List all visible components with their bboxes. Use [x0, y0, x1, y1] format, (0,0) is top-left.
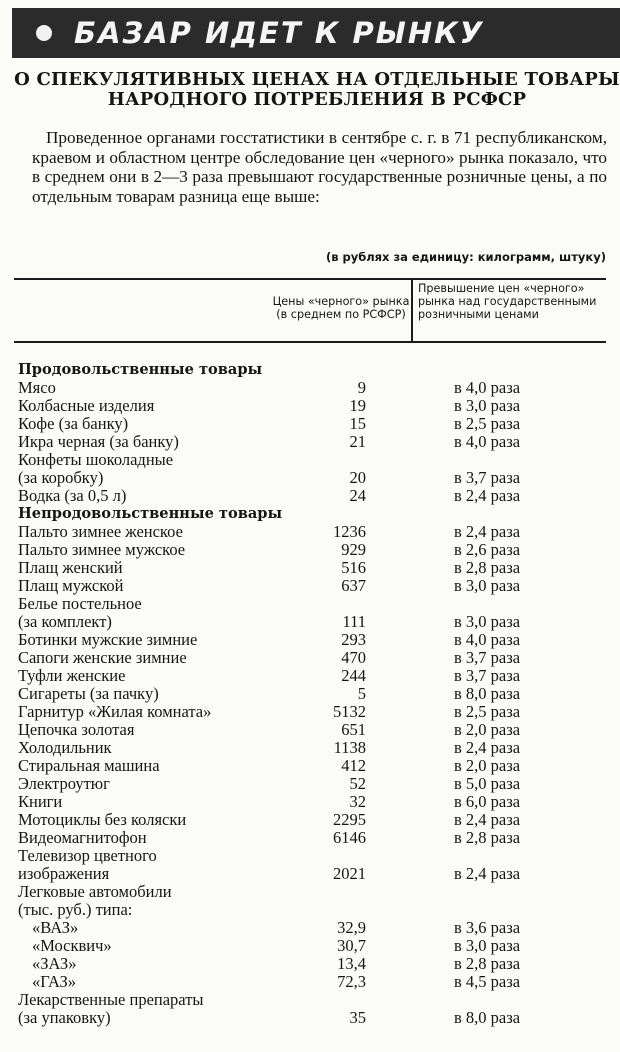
item-name: Стиральная машина	[18, 756, 160, 775]
price-excess: в 3,0 раза	[454, 576, 521, 595]
table-row	[16, 451, 606, 487]
price-excess: в 4,5 раза	[454, 972, 521, 991]
table-row	[16, 595, 606, 631]
cars-label-row	[16, 901, 606, 919]
table-row	[16, 415, 606, 433]
item-name: Видеомагнитофон	[18, 828, 147, 847]
table-row	[16, 811, 606, 829]
black-market-price: 651	[341, 720, 366, 739]
black-market-price: 2295	[333, 810, 366, 829]
black-market-price: 516	[341, 558, 366, 577]
section-heading-nonfood: Непродовольственные товары	[18, 505, 283, 522]
black-market-price: 30,7	[337, 936, 366, 955]
black-market-price: 20	[349, 468, 366, 487]
item-name: Книги	[18, 792, 63, 811]
price-excess: в 2,4 раза	[454, 810, 521, 829]
article-headline	[14, 70, 620, 110]
cars-label-line-1: Легковые автомобили	[18, 882, 172, 901]
column-header-price: Цены «черного» рынка (в среднем по РСФСР)	[272, 295, 410, 321]
item-name: «ВАЗ»	[32, 918, 79, 937]
item-name: «Москвич»	[32, 936, 112, 955]
item-name: Плащ женский	[18, 558, 123, 577]
price-excess: в 2,8 раза	[454, 558, 521, 577]
item-name	[18, 847, 157, 883]
column-divider	[411, 279, 413, 341]
price-excess: в 2,8 раза	[454, 954, 521, 973]
black-market-price: 9	[357, 378, 366, 397]
black-market-price: 6146	[333, 828, 366, 847]
item-name	[18, 451, 173, 487]
price-excess: в 4,0 раза	[454, 378, 521, 397]
table-row	[16, 649, 606, 667]
price-excess: в 2,5 раза	[454, 702, 521, 721]
table-row	[16, 739, 606, 757]
price-excess: в 4,0 раза	[454, 432, 521, 451]
table-row	[16, 559, 606, 577]
price-excess: в 6,0 раза	[454, 792, 521, 811]
bullet-icon	[36, 25, 52, 41]
black-market-price: 637	[341, 576, 366, 595]
item-name: Водка (за 0,5 л)	[18, 486, 127, 505]
item-name-line-2: (за комплект)	[18, 612, 112, 631]
item-name: Ботинки мужские зимние	[18, 630, 198, 649]
price-excess: в 2,0 раза	[454, 756, 521, 775]
price-excess: в 3,0 раза	[454, 396, 521, 415]
table-row	[16, 991, 606, 1027]
table-row	[16, 721, 606, 739]
item-name-line-1: Телевизор цветного	[18, 846, 157, 865]
item-name	[18, 595, 142, 631]
table-row	[16, 955, 606, 973]
price-excess: в 4,0 раза	[454, 630, 521, 649]
table-row	[16, 703, 606, 721]
price-excess: в 2,8 раза	[454, 828, 521, 847]
black-market-price: 5132	[333, 702, 366, 721]
item-name: Сапоги женские зимние	[18, 648, 187, 667]
intro-paragraph: Проведенное органами госстатистики в сентябре с. г. в 71 республиканском, краевом и областном центре обследование цен «черного» рынка показало, что в среднем они в 2—3 раза превышают государственные розничные цены, а по отдельным товарам разница еще выше:	[32, 128, 607, 206]
headline-line-1: О СПЕКУЛЯТИВНЫХ ЦЕНАХ НА ОТДЕЛЬНЫЕ ТОВАРЫ	[14, 69, 620, 90]
item-name: Мотоциклы без коляски	[18, 810, 187, 829]
table-row	[16, 433, 606, 451]
black-market-price: 5	[357, 684, 366, 703]
item-name: Икра черная (за банку)	[18, 432, 179, 451]
black-market-price: 32,9	[337, 918, 366, 937]
table-row	[16, 685, 606, 703]
headline-line-2: НАРОДНОГО ПОТРЕБЛЕНИЯ В РСФСР	[107, 89, 527, 110]
item-name-line-1: Лекарственные препараты	[18, 990, 204, 1009]
section-heading-food: Продовольственные товары	[18, 361, 263, 378]
item-name: «ГАЗ»	[32, 972, 77, 991]
price-excess: в 3,6 раза	[454, 918, 521, 937]
price-excess: в 2,6 раза	[454, 540, 521, 559]
price-excess: в 8,0 раза	[454, 1008, 521, 1027]
item-name: «ЗАЗ»	[32, 954, 77, 973]
item-name: Пальто зимнее мужское	[18, 540, 186, 559]
table-row	[16, 379, 606, 397]
price-excess: в 3,7 раза	[454, 666, 521, 685]
cars-label-row	[16, 883, 606, 901]
table-row	[16, 793, 606, 811]
item-name: Цепочка золотая	[18, 720, 135, 739]
item-name: Холодильник	[18, 738, 112, 757]
table-row	[16, 667, 606, 685]
table-row	[16, 919, 606, 937]
item-name-line-2: изображения	[18, 864, 110, 883]
black-market-price: 2021	[333, 864, 366, 883]
price-excess: в 3,7 раза	[454, 468, 521, 487]
price-table	[16, 361, 606, 1027]
black-market-price: 1138	[333, 738, 366, 757]
black-market-price: 929	[341, 540, 366, 559]
table-row	[16, 829, 606, 847]
item-name: Сигареты (за пачку)	[18, 684, 159, 703]
price-excess: в 8,0 раза	[454, 684, 521, 703]
table-row	[16, 775, 606, 793]
price-excess: в 2,4 раза	[454, 522, 521, 541]
table-row	[16, 523, 606, 541]
price-excess: в 2,4 раза	[454, 864, 521, 883]
price-excess: в 3,0 раза	[454, 936, 521, 955]
black-market-price: 244	[341, 666, 366, 685]
price-excess: в 2,4 раза	[454, 486, 521, 505]
item-name	[18, 991, 204, 1027]
item-name-line-1: Белье постельное	[18, 594, 142, 613]
rubric-title: БАЗАР ИДЕТ К РЫНКУ	[74, 16, 485, 50]
item-name: Мясо	[18, 378, 56, 397]
table-row	[16, 577, 606, 595]
table-top-rule	[14, 278, 606, 280]
black-market-price: 52	[349, 774, 366, 793]
table-row	[16, 541, 606, 559]
unit-note: (в рублях за единицу: килограмм, штуку)	[325, 250, 606, 264]
cars-label-line-2: (тыс. руб.) типа:	[18, 900, 133, 919]
black-market-price: 32	[349, 792, 366, 811]
black-market-price: 470	[341, 648, 366, 667]
item-name: Электроутюг	[18, 774, 110, 793]
table-row	[16, 487, 606, 505]
table-row	[16, 937, 606, 955]
rubric-banner	[12, 8, 620, 58]
price-excess: в 3,0 раза	[454, 612, 521, 631]
table-row	[16, 973, 606, 991]
black-market-price: 293	[341, 630, 366, 649]
black-market-price: 111	[342, 612, 366, 631]
black-market-price: 412	[341, 756, 366, 775]
column-header-excess: Превышение цен «черного» рынка над государственными розничными ценами	[418, 282, 597, 321]
item-name: Туфли женские	[18, 666, 126, 685]
black-market-price: 15	[349, 414, 366, 433]
table-row	[16, 631, 606, 649]
item-name-line-2: (за коробку)	[18, 468, 104, 487]
price-excess: в 3,7 раза	[454, 648, 521, 667]
black-market-price: 13,4	[337, 954, 366, 973]
item-name-line-1: Конфеты шоколадные	[18, 450, 174, 469]
item-name: Плащ мужской	[18, 576, 124, 595]
black-market-price: 72,3	[337, 972, 366, 991]
black-market-price: 24	[349, 486, 366, 505]
table-row	[16, 397, 606, 415]
item-name: Кофе (за банку)	[18, 414, 129, 433]
black-market-price: 1236	[333, 522, 366, 541]
item-name: Колбасные изделия	[18, 396, 155, 415]
price-excess: в 2,5 раза	[454, 414, 521, 433]
item-name-line-2: (за упаковку)	[18, 1008, 111, 1027]
price-excess: в 2,4 раза	[454, 738, 521, 757]
item-name: Гарнитур «Жилая комната»	[18, 702, 212, 721]
black-market-price: 21	[349, 432, 366, 451]
black-market-price: 35	[349, 1008, 366, 1027]
table-row	[16, 847, 606, 883]
price-excess: в 5,0 раза	[454, 774, 521, 793]
item-name: Пальто зимнее женское	[18, 522, 183, 541]
price-excess: в 2,0 раза	[454, 720, 521, 739]
black-market-price: 19	[349, 396, 366, 415]
table-row	[16, 757, 606, 775]
table-header-rule	[14, 341, 606, 343]
